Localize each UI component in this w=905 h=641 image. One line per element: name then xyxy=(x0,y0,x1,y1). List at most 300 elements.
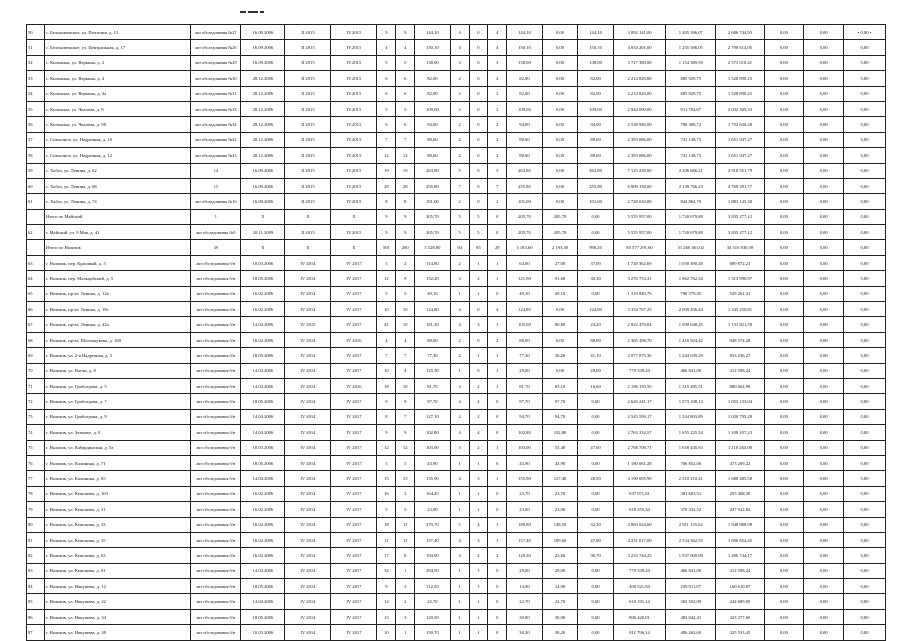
funds-local-cell: 0,00 xyxy=(764,594,804,609)
area-municipal-cell: 0,00 xyxy=(578,625,614,640)
premises-private-cell: 2 xyxy=(469,271,488,286)
residents-relocated-cell: 11 xyxy=(396,517,415,532)
funds-federal-cell: 1 315 485,51 xyxy=(666,378,716,393)
premises-municipal-cell: 1 xyxy=(488,378,507,393)
row-number: 83 xyxy=(27,563,45,578)
area-relocated-cell: 43,90 xyxy=(507,455,543,470)
address-cell: с. Совхозное, ул. Надречная, д. 12 xyxy=(44,148,190,163)
document-cell: акт обследования б/н xyxy=(191,440,241,455)
planned-end-cell: X xyxy=(331,209,377,224)
funds-regional-cell: 1 883 145,30 xyxy=(716,194,764,209)
funds-total-cell: 5 555 957,00 xyxy=(613,209,665,224)
funds-total-cell: 2 077 875,36 xyxy=(613,348,665,363)
address-cell: г. Нальчик, пр-кт. Ленина, д. 18г xyxy=(44,302,190,317)
subtotal-row xyxy=(27,209,886,224)
funds-total-cell: 2 728 010,00 xyxy=(613,194,665,209)
area-total-cell: 88,00 xyxy=(415,332,451,347)
premises-private-cell: 5 xyxy=(469,225,488,240)
area-municipal-cell: 0,00 xyxy=(578,563,614,578)
planned-start-cell: II 2015 xyxy=(285,55,331,70)
funds-local-cell: 0,00 xyxy=(764,548,804,563)
area-relocated-cell: 29,00 xyxy=(507,563,543,578)
table-row xyxy=(27,225,886,240)
residents-relocated-cell: 6 xyxy=(396,71,415,86)
document-cell: акт обследования №31 xyxy=(191,86,241,101)
document-cell: акт обследования б/н xyxy=(191,625,241,640)
row-number: 55 xyxy=(27,101,45,116)
document-cell: акт обследования №27 xyxy=(191,25,241,40)
date-cell: 28.12.2006 xyxy=(241,101,285,116)
table-row xyxy=(27,502,886,517)
area-relocated-cell: 88,60 xyxy=(507,148,543,163)
address-cell: г. Нальчик, ул. Кешокова, д. 35 xyxy=(44,532,190,547)
area-relocated-cell: 88,00 xyxy=(507,332,543,347)
planned-end-cell: IV 2017 xyxy=(331,255,377,270)
funds-extra-cell: 0,00 xyxy=(804,455,844,470)
funds-extra-cell: 0,00 xyxy=(804,548,844,563)
premises-private-cell: 1 xyxy=(469,486,488,501)
funds-other-cell: 0,00 xyxy=(844,486,886,501)
date-cell: 10.03.2006 xyxy=(241,440,285,455)
funds-other-cell: 0,00 xyxy=(844,625,886,640)
area-municipal-cell: 30,30 xyxy=(578,271,614,286)
funds-total-cell: 3 892 141,00 xyxy=(613,25,665,40)
area-total-cell: 205,70 xyxy=(415,225,451,240)
planned-end-cell: IV 2017 xyxy=(331,471,377,486)
premises-private-cell: 0 xyxy=(469,163,488,178)
table-row xyxy=(27,132,886,147)
funds-other-cell: 0,00 xyxy=(844,609,886,624)
funds-local-cell: 0,00 xyxy=(764,240,804,255)
area-total-cell: 127,10 xyxy=(415,409,451,424)
document-cell: акт обследования б/н xyxy=(191,609,241,624)
funds-other-cell: 0,00 xyxy=(844,255,886,270)
planned-end-cell: IV 2017 xyxy=(331,363,377,378)
funds-regional-cell: 529 261,31 xyxy=(716,286,764,301)
address-cell: с. Кичмалка, ул. Веркина, д. 4 xyxy=(44,71,190,86)
funds-other-cell: 0,00 xyxy=(844,594,886,609)
area-private-cell: 14,90 xyxy=(542,579,578,594)
planned-start-cell: IV 2014 xyxy=(285,255,331,270)
funds-total-cell: 2 768 708,71 xyxy=(613,440,665,455)
document-cell: акт обследования б/н xyxy=(191,455,241,470)
date-cell: 16.09.2006 xyxy=(241,55,285,70)
residents-total-cell: 5 xyxy=(377,55,396,70)
premises-count-cell: 5 xyxy=(450,209,469,224)
residents-total-cell: 9 xyxy=(377,579,396,594)
funds-regional-cell: 1 528 890,25 xyxy=(716,71,764,86)
document-cell: акт обследования №34 xyxy=(191,117,241,132)
residents-total-cell: 32 xyxy=(377,563,396,578)
document-cell: 15 xyxy=(191,178,241,193)
residents-total-cell: 13 xyxy=(377,609,396,624)
residents-total-cell: 5 xyxy=(377,286,396,301)
area-total-cell: 155,90 xyxy=(415,471,451,486)
premises-private-cell: 4 xyxy=(469,517,488,532)
funds-total-cell: 779 539,24 xyxy=(613,363,665,378)
residents-total-cell: 4 xyxy=(377,40,396,55)
planned-start-cell: IV 2014 xyxy=(285,502,331,517)
funds-regional-cell: 247 922,82 xyxy=(716,502,764,517)
funds-other-cell: 0,00 xyxy=(844,471,886,486)
document-cell: акт обследования б/н xyxy=(191,409,241,424)
planned-end-cell: IV.2015 xyxy=(331,86,377,101)
funds-local-cell: 0,00 xyxy=(764,101,804,116)
row-number: 58 xyxy=(27,148,45,163)
funds-total-cell: 806 420,01 xyxy=(613,609,665,624)
row-number: 85 xyxy=(27,594,45,609)
funds-federal-cell: 2 534 362,55 xyxy=(666,532,716,547)
address-cell: г. Нальчик, ул. Грибоедова, д. 5 xyxy=(44,378,190,393)
area-relocated-cell: 14,90 xyxy=(507,579,543,594)
premises-private-cell: 2 xyxy=(469,378,488,393)
date-cell: 16.02.2006 xyxy=(241,548,285,563)
area-municipal-cell: 0,00 xyxy=(578,455,614,470)
funds-local-cell: 0,00 xyxy=(764,86,804,101)
date-cell: 28.12.2006 xyxy=(241,132,285,147)
date-cell: 28.12.2006 xyxy=(241,86,285,101)
area-relocated-cell: 155,90 xyxy=(507,471,543,486)
area-municipal-cell: 0,00 xyxy=(578,609,614,624)
residents-relocated-cell: 2 xyxy=(396,486,415,501)
area-municipal-cell: 96,70 xyxy=(578,548,614,563)
document-cell: акт обследования б/н xyxy=(191,425,241,440)
row-number xyxy=(27,240,45,255)
area-total-cell: 94,00 xyxy=(415,117,451,132)
planned-end-cell: IV 2017 xyxy=(331,609,377,624)
funds-total-cell: 618 255,34 xyxy=(613,502,665,517)
address-cell: г. Нальчик, пер. Мальцейский, д. 5 xyxy=(44,271,190,286)
planned-start-cell: IV 2014 xyxy=(285,271,331,286)
funds-local-cell: 0,00 xyxy=(764,394,804,409)
funds-other-cell: 0,00 xyxy=(844,332,886,347)
premises-count-cell: 2 xyxy=(450,194,469,209)
area-municipal-cell: 94,00 xyxy=(578,117,614,132)
funds-extra-cell: 0,00 xyxy=(804,225,844,240)
area-relocated-cell: 29,00 xyxy=(507,363,543,378)
funds-regional-cell: 880 664,99 xyxy=(716,378,764,393)
planned-end-cell: IV 2016 xyxy=(331,332,377,347)
planned-end-cell: IV.2015 xyxy=(331,148,377,163)
funds-total-cell: 3 276 753,31 xyxy=(613,271,665,286)
date-cell: 18.05.2006 xyxy=(241,579,285,594)
area-private-cell: 0,00 xyxy=(542,86,578,101)
address-cell: г. Нальчик, пр-кт. Шогенцукова, д. 100 xyxy=(44,332,190,347)
premises-municipal-cell: 4 xyxy=(488,40,507,55)
premises-private-cell: 0 xyxy=(469,25,488,40)
area-private-cell: 0,00 xyxy=(542,117,578,132)
funds-federal-cell: 1 655 225,34 xyxy=(666,425,716,440)
planned-start-cell: IV 2014 xyxy=(285,563,331,578)
funds-federal-cell: 1 030 490,48 xyxy=(666,255,716,270)
area-total-cell: 120,50 xyxy=(415,609,451,624)
area-total-cell: 109,00 xyxy=(415,101,451,116)
premises-private-cell: 1 xyxy=(469,286,488,301)
planned-end-cell: IV.2015 xyxy=(331,25,377,40)
funds-regional-cell: 3 835 277,12 xyxy=(716,209,764,224)
planned-end-cell: IV.2015 xyxy=(331,225,377,240)
premises-municipal-cell: 7 xyxy=(488,178,507,193)
area-total-cell: 138,00 xyxy=(415,55,451,70)
date-cell: 28.12.2006 xyxy=(241,71,285,86)
date-cell: 16.02.2006 xyxy=(241,332,285,347)
area-relocated-cell: 109,00 xyxy=(507,101,543,116)
area-private-cell: 22,70 xyxy=(542,594,578,609)
table-row xyxy=(27,148,886,163)
funds-regional-cell: 1 110 263,08 xyxy=(716,440,764,455)
row-number: 61 xyxy=(27,194,45,209)
row-number: 59 xyxy=(27,163,45,178)
funds-total-cell: 2 393 086,00 xyxy=(613,148,665,163)
premises-municipal-cell: 0 xyxy=(488,579,507,594)
area-private-cell: 65,10 xyxy=(542,378,578,393)
funds-extra-cell: 0,00 xyxy=(804,394,844,409)
table-row xyxy=(27,579,886,594)
funds-total-cell: 3 233 744,25 xyxy=(613,548,665,563)
area-municipal-cell: 0,00 xyxy=(578,425,614,440)
document-cell: акт обследования б/н xyxy=(191,271,241,286)
premises-count-cell: 1 xyxy=(450,363,469,378)
table-row xyxy=(27,363,886,378)
premises-count-cell: 4 xyxy=(450,532,469,547)
residents-relocated-cell: 5 xyxy=(396,286,415,301)
residents-total-cell: 6 xyxy=(377,86,396,101)
date-cell: 16.02.2006 xyxy=(241,532,285,547)
funds-other-cell: 0,00 xyxy=(844,425,886,440)
row-number: 70 xyxy=(27,363,45,378)
premises-private-cell: 1 xyxy=(469,609,488,624)
table-row xyxy=(27,609,886,624)
row-number: 60 xyxy=(27,178,45,193)
funds-other-cell: 0,00 xyxy=(844,317,886,332)
funds-extra-cell: 0,00 xyxy=(804,625,844,640)
residents-relocated-cell: 8 xyxy=(396,194,415,209)
planned-start-cell: IV 2014 xyxy=(285,378,331,393)
premises-private-cell: 4 xyxy=(469,394,488,409)
residents-relocated-cell: 4 xyxy=(396,332,415,347)
address-cell: г. Нальчик, ул. Грибоедова, д. 9 xyxy=(44,409,190,424)
date-cell: 20.11.2009 xyxy=(241,225,285,240)
row-number: 50 xyxy=(27,25,45,40)
area-relocated-cell: 94,70 xyxy=(507,409,543,424)
address-cell: г. Нальчик, ул. Затишье, д. 8 xyxy=(44,425,190,440)
area-relocated-cell: 94,00 xyxy=(507,117,543,132)
funds-other-cell: 0,00 xyxy=(844,517,886,532)
residents-total-cell: 10 xyxy=(377,625,396,640)
funds-extra-cell: 0,00 xyxy=(804,240,844,255)
funds-other-cell: 0,00 xyxy=(844,409,886,424)
area-private-cell: 0,00 xyxy=(542,163,578,178)
premises-municipal-cell: 1 xyxy=(488,255,507,270)
area-relocated-cell: 30,20 xyxy=(507,625,543,640)
address-cell: г. Нальчик, ул. 2-я Надречная, д. 3 xyxy=(44,348,190,363)
document-cell: акт обследования б/н xyxy=(191,471,241,486)
premises-private-cell: 3 xyxy=(469,317,488,332)
premises-count-cell: 3 xyxy=(450,271,469,286)
planned-start-cell: IV 2014 xyxy=(285,455,331,470)
area-municipal-cell: 0,00 xyxy=(578,286,614,301)
address-cell: с. Хабаз, ул. Ленина, д. 74 xyxy=(44,194,190,209)
funds-other-cell: 0,00 xyxy=(844,132,886,147)
funds-other-cell: 0,00 xyxy=(844,55,886,70)
premises-private-cell: 0 xyxy=(469,332,488,347)
premises-municipal-cell: 0 xyxy=(488,286,507,301)
area-municipal-cell: 109,00 xyxy=(578,101,614,116)
planned-end-cell: IV.2015 xyxy=(331,71,377,86)
funds-local-cell: 0,00 xyxy=(764,271,804,286)
premises-municipal-cell: 2 xyxy=(488,71,507,86)
area-relocated-cell: 205,70 xyxy=(507,209,543,224)
area-total-cell: 97,70 xyxy=(415,394,451,409)
funds-local-cell: 0,00 xyxy=(764,378,804,393)
residents-relocated-cell: 12 xyxy=(396,440,415,455)
funds-local-cell: 0,00 xyxy=(764,225,804,240)
row-number: 62 xyxy=(27,225,45,240)
planned-start-cell: IV 2014 xyxy=(285,625,331,640)
funds-local-cell: 0,00 xyxy=(764,117,804,132)
funds-federal-cell: 2 510 210,41 xyxy=(666,471,716,486)
premises-private-cell: 2 xyxy=(469,548,488,563)
area-municipal-cell: 255,80 xyxy=(578,178,614,193)
planned-end-cell: IV.2015 xyxy=(331,194,377,209)
funds-total-cell: 1 180 061,28 xyxy=(613,455,665,470)
row-number: 74 xyxy=(27,425,45,440)
area-private-cell: 0,00 xyxy=(542,363,578,378)
area-private-cell: 102,80 xyxy=(542,425,578,440)
area-private-cell: 97,70 xyxy=(542,394,578,409)
row-number: 72 xyxy=(27,394,45,409)
area-private-cell: 0,00 xyxy=(542,302,578,317)
residents-relocated-cell: 5 xyxy=(396,502,415,517)
funds-other-cell: 0,00 xyxy=(844,348,886,363)
row-number xyxy=(27,209,45,224)
area-municipal-cell: 47,80 xyxy=(578,532,614,547)
row-number: 76 xyxy=(27,455,45,470)
funds-other-cell: 0,00 xyxy=(844,286,886,301)
residents-relocated-cell: 4 xyxy=(396,363,415,378)
funds-total-cell: 6 909 158,00 xyxy=(613,178,665,193)
residents-relocated-cell: 3 xyxy=(396,579,415,594)
area-municipal-cell: 82,00 xyxy=(578,86,614,101)
document-cell: акт обследования №33 xyxy=(191,101,241,116)
funds-extra-cell: 0,00 xyxy=(804,563,844,578)
row-number: 63 xyxy=(27,255,45,270)
document-cell: акт обследования б/н xyxy=(191,363,241,378)
document-cell: акт обследования б/н xyxy=(191,502,241,517)
premises-municipal-cell: 2 xyxy=(488,132,507,147)
area-relocated-cell: 103,00 xyxy=(507,440,543,455)
funds-other-cell: 0,00 xyxy=(844,271,886,286)
area-total-cell: 150,10 xyxy=(415,40,451,55)
planned-start-cell: IV 2014 xyxy=(285,517,331,532)
premises-private-cell: 1 xyxy=(469,563,488,578)
premises-municipal-cell: 0 xyxy=(488,502,507,517)
area-municipal-cell: 990,20 xyxy=(578,240,614,255)
area-municipal-cell: 0,00 xyxy=(578,394,614,409)
document-cell: акт обследования б/н xyxy=(191,394,241,409)
area-municipal-cell: 41,10 xyxy=(578,348,614,363)
planned-start-cell: IV 2014 xyxy=(285,471,331,486)
premises-private-cell: 0 xyxy=(469,178,488,193)
premises-count-cell: 2 xyxy=(450,117,469,132)
funds-local-cell: 0,00 xyxy=(764,455,804,470)
row-number: 79 xyxy=(27,502,45,517)
address-cell: г. Нальчик, пр-кт. Ленина, д. 42а xyxy=(44,317,190,332)
funds-total-cell: 3 354 707,25 xyxy=(613,302,665,317)
area-total-cell: 81,70 xyxy=(415,378,451,393)
planned-end-cell: IV 2017 xyxy=(331,302,377,317)
funds-regional-cell: 4 918 551,79 xyxy=(716,163,764,178)
funds-extra-cell: 0,00 xyxy=(804,209,844,224)
funds-regional-cell: 4 769 391,77 xyxy=(716,178,764,193)
premises-municipal-cell: 5 xyxy=(488,163,507,178)
premises-count-cell: 2 xyxy=(450,86,469,101)
funds-other-cell: 0,00 xyxy=(844,101,886,116)
table-row xyxy=(27,440,886,455)
funds-extra-cell: 0,00 xyxy=(804,363,844,378)
planned-start-cell: II 2015 xyxy=(285,86,331,101)
residents-relocated-cell: 6 xyxy=(396,117,415,132)
table-row xyxy=(27,271,886,286)
area-private-cell: 23,00 xyxy=(542,502,578,517)
table-row xyxy=(27,71,886,86)
funds-local-cell: 0,00 xyxy=(764,532,804,547)
area-total-cell: 23,00 xyxy=(415,502,451,517)
funds-total-cell: 5 555 957,00 xyxy=(613,225,665,240)
planned-start-cell: IV 2014 xyxy=(285,425,331,440)
funds-regional-cell: 1 296 744,17 xyxy=(716,548,764,563)
funds-regional-cell: 1 313 990,97 xyxy=(716,271,764,286)
funds-regional-cell: 1 680 485,58 xyxy=(716,471,764,486)
residents-total-cell: 7 xyxy=(377,132,396,147)
area-relocated-cell: 30,00 xyxy=(507,609,543,624)
planned-end-cell: IV 2017 xyxy=(331,517,377,532)
funds-total-cell: 4 190 695,99 xyxy=(613,471,665,486)
funds-federal-cell: 1 720 679,88 xyxy=(666,225,716,240)
planned-start-cell: II 2015 xyxy=(285,40,331,55)
premises-private-cell: 65 xyxy=(469,240,488,255)
premises-private-cell: 5 xyxy=(469,209,488,224)
premises-count-cell: 4 xyxy=(450,425,469,440)
funds-federal-cell: 365 502,09 xyxy=(666,594,716,609)
residents-relocated-cell: 19 xyxy=(396,163,415,178)
residents-total-cell: 8 xyxy=(377,194,396,209)
row-number: 81 xyxy=(27,532,45,547)
area-municipal-cell: 138,00 xyxy=(578,55,614,70)
funds-other-cell: 0,00 xyxy=(844,378,886,393)
premises-count-cell: 5 xyxy=(450,163,469,178)
premises-private-cell: 0 xyxy=(469,363,488,378)
premises-private-cell: 1 xyxy=(469,348,488,363)
residents-relocated-cell: 2 xyxy=(396,255,415,270)
planned-end-cell: IV 2016 xyxy=(331,378,377,393)
date-cell: 16.02.2006 xyxy=(241,502,285,517)
planned-start-cell: IV 2014 xyxy=(285,594,331,609)
area-relocated-cell: 22,70 xyxy=(507,594,543,609)
planned-end-cell: IV 2017 xyxy=(331,486,377,501)
area-private-cell: 0,00 xyxy=(542,40,578,55)
area-total-cell: 82,00 xyxy=(415,86,451,101)
funds-total-cell: 85 577 291,60 xyxy=(613,240,665,255)
address-cell: г. Нальчик, ул. Накушева, д. 12 xyxy=(44,579,190,594)
premises-private-cell: 1 xyxy=(469,579,488,594)
premises-private-cell: 0 xyxy=(469,148,488,163)
funds-local-cell: 0,00 xyxy=(764,471,804,486)
funds-local-cell: 0,00 xyxy=(764,425,804,440)
planned-end-cell: IV 2017 xyxy=(331,532,377,547)
table-row xyxy=(27,332,886,347)
address-cell: с. Белокаменское, ул. Центральная, д. 17 xyxy=(44,40,190,55)
